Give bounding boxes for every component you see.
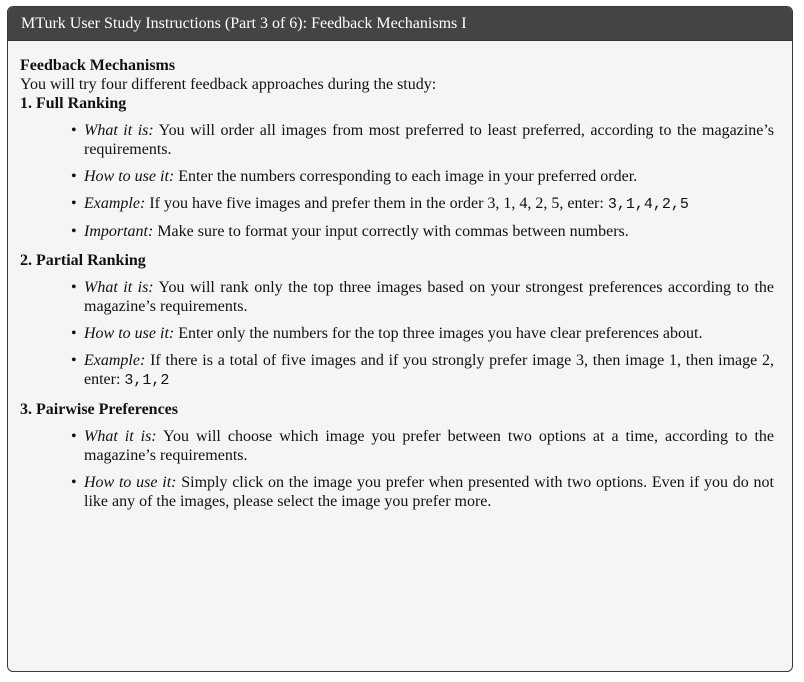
item-text: You will rank only the top three images based on your strongest preferences according to the magazine’s requirements. bbox=[84, 279, 774, 315]
item-lead: How to use it: bbox=[84, 168, 175, 185]
list-item bbox=[84, 194, 774, 214]
item-text: You will choose which image you prefer between two options at a time, according to the magazine’s requirements. bbox=[84, 428, 775, 464]
item-text: Enter only the numbers for the top three images you have clear preferences about. bbox=[174, 325, 703, 342]
partial-ranking-list bbox=[20, 278, 774, 390]
item-lead: What it is: bbox=[84, 279, 154, 296]
item-text: If there is a total of five images and if you strongly prefer image 3, then image 1, then image 2, enter: bbox=[84, 352, 774, 388]
item-text: Make sure to format your input correctly with commas between numbers. bbox=[153, 223, 629, 240]
list-item bbox=[84, 351, 774, 390]
instructions-panel bbox=[7, 6, 793, 672]
list-item bbox=[84, 222, 774, 241]
item-lead: What it is: bbox=[84, 122, 154, 139]
item-lead: Example: bbox=[84, 195, 146, 212]
item-text: Simply click on the image you prefer when presented with two options. Even if you do not like any of the images, please select the image you prefer more. bbox=[84, 474, 774, 510]
section-heading: Feedback Mechanisms bbox=[20, 57, 176, 74]
full-ranking-list bbox=[20, 121, 774, 241]
pairwise-list bbox=[20, 427, 774, 511]
example-code: 3,1,4,2,5 bbox=[607, 196, 689, 213]
section-title-partial-ranking: 2. Partial Ranking bbox=[20, 252, 146, 269]
item-text: Enter the numbers corresponding to each image in your preferred order. bbox=[174, 168, 638, 185]
example-code: 3,1,2 bbox=[124, 372, 170, 389]
list-item bbox=[84, 324, 774, 343]
list-item bbox=[84, 167, 774, 186]
section-title-pairwise: 3. Pairwise Preferences bbox=[20, 401, 179, 418]
list-item bbox=[84, 427, 774, 465]
list-item bbox=[84, 278, 774, 316]
item-text: If you have five images and prefer them in the order 3, 1, 4, 2, 5, enter: bbox=[145, 195, 608, 212]
panel-content bbox=[8, 41, 792, 511]
item-lead: What it is: bbox=[84, 428, 157, 445]
item-lead: How to use it: bbox=[84, 325, 175, 342]
panel-title: MTurk User Study Instructions (Part 3 of 6): Feedback Mechanisms I bbox=[8, 7, 792, 41]
intro-text: You will try four different feedback approaches during the study: bbox=[20, 76, 437, 93]
list-item bbox=[84, 121, 774, 159]
item-lead: Important: bbox=[84, 223, 154, 240]
list-item bbox=[84, 473, 774, 511]
item-lead: How to use it: bbox=[84, 474, 177, 491]
item-text: You will order all images from most preferred to least preferred, according to the magazine’s requirements. bbox=[84, 122, 775, 158]
item-lead: Example: bbox=[84, 352, 146, 369]
section-title-full-ranking: 1. Full Ranking bbox=[20, 95, 127, 112]
